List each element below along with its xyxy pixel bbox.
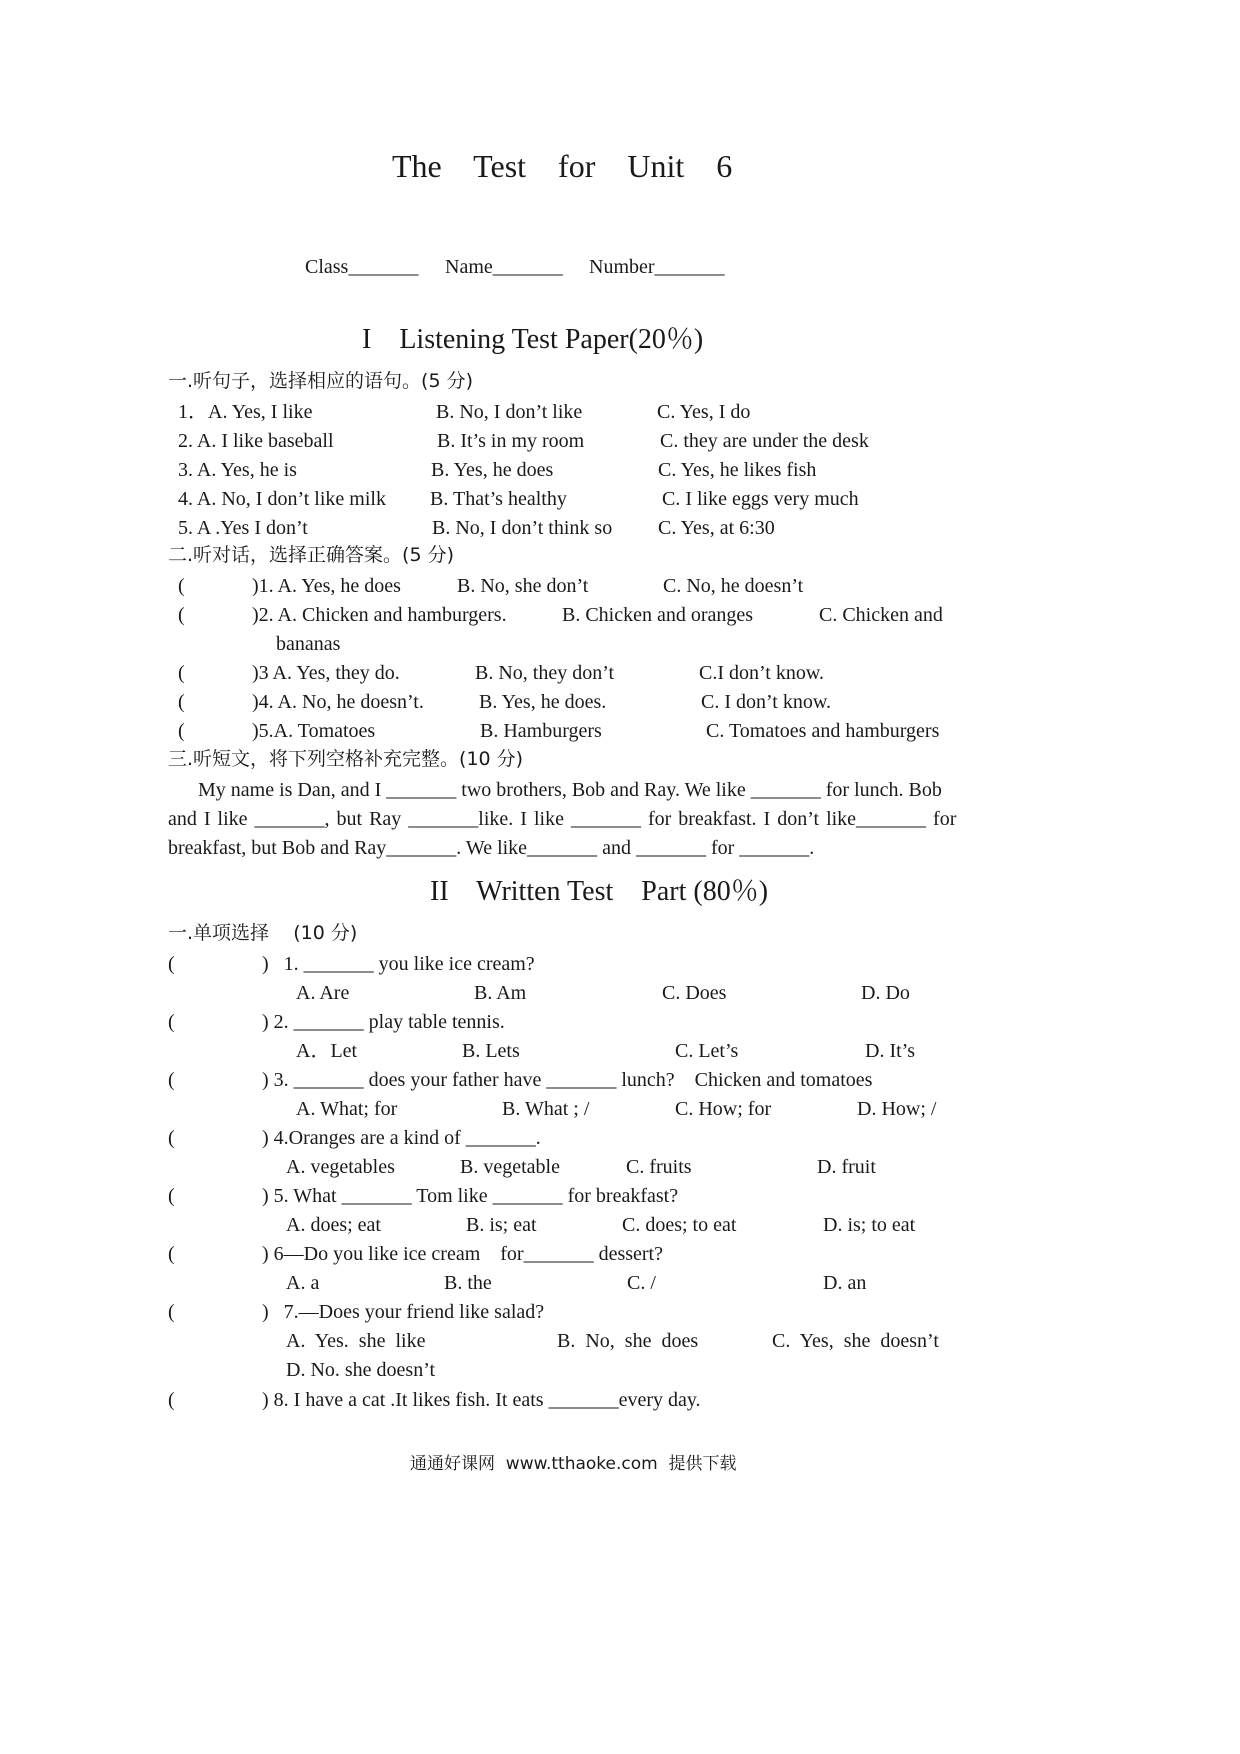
l2-q1-b: B. No, she don’t: [457, 575, 589, 597]
l2-q4-paren: (: [178, 691, 185, 713]
q5-paren: (: [168, 1185, 175, 1207]
q5-opt-a: A. does; eat: [286, 1214, 381, 1236]
l1-q3-b: B. Yes, he does: [431, 459, 554, 481]
q3-opt-a: A. What; for: [296, 1098, 398, 1120]
q1-opt-a: A. Are: [296, 982, 350, 1004]
l2-q5-b: B. Hamburgers: [480, 720, 602, 742]
q6-opt-d: D. an: [823, 1272, 867, 1294]
l2-q4-a: )4. A. No, he doesn’t.: [252, 691, 424, 713]
q4-opt-d: D. fruit: [817, 1156, 876, 1178]
q3-opt-c: C. How; for: [675, 1098, 772, 1120]
q8-stem: ) 8. I have a cat .It likes fish. It eats _______every day.: [262, 1389, 701, 1411]
q6-opt-c: C. /: [627, 1272, 656, 1294]
l1-q5-c: C. Yes, at 6:30: [658, 517, 775, 539]
q7-opt-b: B. No, she does: [557, 1330, 699, 1352]
class-field[interactable]: Class_______: [305, 256, 419, 278]
passage-line-2: and I like _______, but Ray _______like. I like _______ for breakfast. I don’t like_______ for: [168, 808, 957, 830]
q8-paren: (: [168, 1389, 175, 1411]
q3-opt-b: B. What ; /: [502, 1098, 590, 1120]
l2-q3-paren: (: [178, 662, 185, 684]
page-title: The Test for Unit 6: [392, 148, 733, 184]
listening-section-title: I Listening Test Paper(20％): [362, 324, 704, 355]
q5-opt-b: B. is; eat: [466, 1214, 537, 1236]
q2-opt-c: C. Let’s: [675, 1040, 739, 1062]
l1-q3-a: 3. A. Yes, he is: [178, 459, 297, 481]
passage-line-1: My name is Dan, and I _______ two brothers, Bob and Ray. We like _______ for lunch. Bob: [198, 779, 942, 801]
q7-paren: (: [168, 1301, 175, 1323]
q7-opt-c: C. Yes, she doesn’t: [772, 1330, 939, 1352]
q5-opt-c: C. does; to eat: [622, 1214, 737, 1236]
l1-q2-b: B. It’s in my room: [437, 430, 585, 452]
listening-part1-header: 一.听句子，选择相应的语句。(5 分): [168, 370, 473, 392]
l1-q3-c: C. Yes, he likes fish: [658, 459, 817, 481]
l1-q1-c: C. Yes, I do: [657, 401, 751, 423]
l2-q5-paren: (: [178, 720, 185, 742]
number-field[interactable]: Number_______: [589, 256, 725, 278]
q6-opt-a: A. a: [286, 1272, 320, 1294]
l1-q1-b: B. No, I don’t like: [436, 401, 583, 423]
l2-q5-a: )5.A. Tomatoes: [252, 720, 376, 742]
l1-q4-a: 4. A. No, I don’t like milk: [178, 488, 386, 510]
q7-opt-d: D. No. she doesn’t: [286, 1359, 436, 1381]
q4-opt-b: B. vegetable: [460, 1156, 560, 1178]
q6-stem: ) 6—Do you like ice cream for_______ dessert?: [262, 1243, 663, 1265]
q4-opt-a: A. vegetables: [286, 1156, 395, 1178]
q3-opt-d: D. How; /: [857, 1098, 937, 1120]
passage-line-3: breakfast, but Bob and Ray_______. We like_______ and _______ for _______.: [168, 837, 815, 859]
listening-part2-header: 二.听对话，选择正确答案。(5 分): [168, 544, 454, 566]
l2-q2-c: C. Chicken and: [819, 604, 943, 626]
l2-q2-paren: (: [178, 604, 185, 626]
l2-q2-c-cont: bananas: [276, 633, 341, 655]
q1-opt-b: B. Am: [474, 982, 527, 1004]
q1-stem: ) 1. _______ you like ice cream?: [262, 953, 535, 975]
l2-q3-c: C.I don’t know.: [699, 662, 824, 684]
q4-opt-c: C. fruits: [626, 1156, 692, 1178]
q2-opt-a: A．Let: [296, 1040, 358, 1062]
q2-opt-b: B. Lets: [462, 1040, 520, 1062]
q1-paren: (: [168, 953, 175, 975]
l1-q4-b: B. That’s healthy: [430, 488, 567, 510]
q6-opt-b: B. the: [444, 1272, 492, 1294]
q7-stem: ) 7.—Does your friend like salad?: [262, 1301, 545, 1323]
q5-stem: ) 5. What _______ Tom like _______ for breakfast?: [262, 1185, 679, 1207]
written-section-title: II Written Test Part (80％): [430, 876, 769, 907]
q1-opt-d: D. Do: [861, 982, 910, 1004]
l2-q1-a: )1. A. Yes, he does: [252, 575, 401, 597]
q2-opt-d: D. It’s: [865, 1040, 915, 1062]
l2-q2-b: B. Chicken and oranges: [562, 604, 754, 626]
l1-q4-c: C. I like eggs very much: [662, 488, 859, 510]
q2-stem: ) 2. _______ play table tennis.: [262, 1011, 505, 1033]
q5-opt-d: D. is; to eat: [823, 1214, 916, 1236]
l2-q3-b: B. No, they don’t: [475, 662, 615, 684]
l2-q1-paren: (: [178, 575, 185, 597]
l1-q1-a: 1．A. Yes, I like: [178, 401, 313, 423]
l2-q4-b: B. Yes, he does.: [479, 691, 607, 713]
l2-q5-c: C. Tomatoes and hamburgers: [706, 720, 940, 742]
q4-paren: (: [168, 1127, 175, 1149]
l2-q3-a: )3 A. Yes, they do.: [252, 662, 400, 684]
q4-stem: ) 4.Oranges are a kind of _______.: [262, 1127, 541, 1149]
l1-q2-c: C. they are under the desk: [660, 430, 869, 452]
l2-q2-a: )2. A. Chicken and hamburgers.: [252, 604, 507, 626]
q7-opt-a: A. Yes. she like: [286, 1330, 426, 1352]
l2-q4-c: C. I don’t know.: [701, 691, 831, 713]
l1-q2-a: 2. A. I like baseball: [178, 430, 334, 452]
footer-credit: 通通好课网 www.tthaoke.com 提供下载: [410, 1454, 737, 1474]
q3-paren: (: [168, 1069, 175, 1091]
listening-part3-header: 三.听短文，将下列空格补充完整。(10 分): [168, 748, 524, 770]
l2-q1-c: C. No, he doesn’t: [663, 575, 804, 597]
q6-paren: (: [168, 1243, 175, 1265]
l1-q5-b: B. No, I don’t think so: [432, 517, 613, 539]
q3-stem: ) 3. _______ does your father have _______ lunch? Chicken and tomatoes: [262, 1069, 873, 1091]
written-part1-header: 一.单项选择 (10 分): [168, 922, 358, 944]
q1-opt-c: C. Does: [662, 982, 727, 1004]
q2-paren: (: [168, 1011, 175, 1033]
l1-q5-a: 5. A .Yes I don’t: [178, 517, 308, 539]
name-field[interactable]: Name_______: [445, 256, 563, 278]
